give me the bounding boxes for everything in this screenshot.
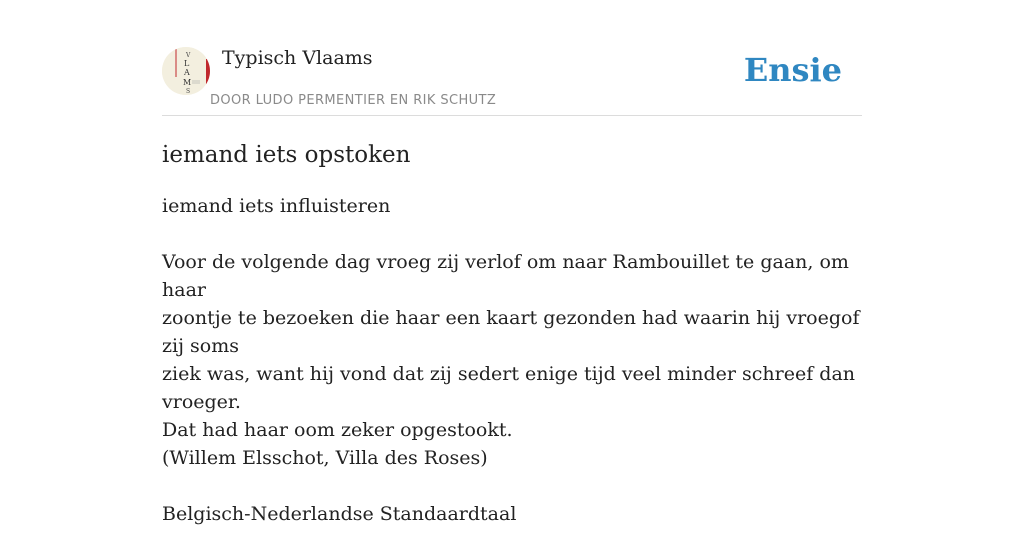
svg-text:V: V [186, 52, 191, 59]
language-note: Belgisch-Nederlandse Standaardtaal [162, 503, 517, 525]
svg-text:S: S [186, 88, 191, 95]
example-line: Dat had haar oom zeker opgestookt. [162, 419, 513, 441]
book-cover-icon[interactable] [162, 47, 210, 95]
svg-text:A: A [184, 68, 190, 77]
author-byline: DOOR LUDO PERMENTIER EN RIK SCHUTZ [210, 93, 497, 108]
site-header [162, 40, 862, 116]
example-line: ziek was, want hij vond dat zij sedert enige tijd veel minder schreef dan vroeger. [162, 363, 856, 413]
entry-card [162, 40, 862, 556]
example-citation: (Willem Elsschot, Villa des Roses) [162, 447, 488, 469]
svg-text:M: M [183, 78, 192, 87]
example-line: Voor de volgende dag vroeg zij verlof om naar Rambouillet te gaan, om haar [162, 251, 849, 301]
entry-example [162, 248, 862, 472]
entry-definition: iemand iets influisteren [162, 195, 391, 217]
svg-text:L: L [184, 59, 190, 68]
ensie-logo[interactable]: Ensie [743, 51, 842, 89]
entry-content [162, 192, 862, 528]
entry-title: iemand iets opstoken [162, 142, 411, 168]
example-line: zoontje te bezoeken die haar een kaart gezonden had waarin hij vroegof zij soms [162, 307, 860, 357]
site-title[interactable]: Typisch Vlaams [222, 47, 373, 69]
